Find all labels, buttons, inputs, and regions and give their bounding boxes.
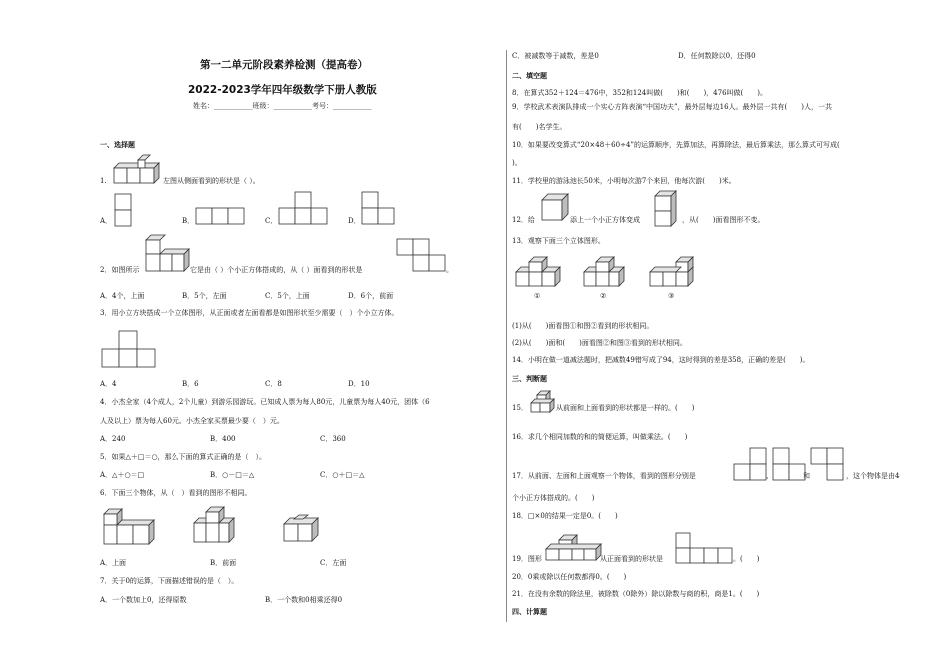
q19-lead: 19．图形 [512,555,542,563]
q7-option-c: C．被减数等于减数，差是0 [512,52,599,60]
q17-line-2: 个小正方体搭成的。( ) [512,494,595,502]
q13-sub-1: (1)从( )面看图①和图②看到的形状相同。 [512,322,654,330]
q8-text: 8．在算式352＋124＝476中，352和124叫做( )和( )，476叫做( )。 [512,89,768,97]
q16-text: 16．求几个相同加数的和的简便运算，叫做乘法。( ) [512,433,688,441]
q2-lead-text: 2．如图所示 [100,266,140,274]
q1-option-d-label: D． [348,217,361,225]
q12-lead: 12．给 [512,216,535,224]
q13-text: 13．观察下面三个立体图形。 [512,237,605,245]
q2-view-shape [396,238,448,274]
q19-front-view [675,532,735,566]
q1-solid-figure [112,150,162,186]
q1-option-b-label: B． [182,217,195,225]
student-info-line: 姓名：___________班级：___________考号：___________ [193,102,372,110]
q13-solid-figure-3 [649,254,697,290]
q15-solid-figure [530,390,558,414]
q17-line-1-tail: ，这个物体是由4 [846,472,900,480]
section-fill-heading: 二、填空题 [512,71,547,80]
q3-option-a: A．4 [100,380,117,388]
q2-option-d: D．6个，前面 [348,292,394,300]
q10-line-1: 10．如果要改变算式“20×48＋60÷4”的运算顺序，先算加法，再算除法，最后算乘法，那么算式可写成( [512,141,840,149]
title-line-2: 2022-2023学年四年级数学下册人教版 [188,84,377,96]
q3-option-c: C．8 [265,380,282,388]
q2-option-a: A．4个，上面 [100,292,145,300]
q17-front-view [733,447,769,483]
q19-middle: 从正面看到的形状是 [600,555,663,563]
q6-option-b: B．前面 [210,559,237,567]
q3-view-shape [101,330,161,368]
q6-solid-figure-1 [103,506,159,548]
q15-number: 15． [512,404,528,412]
q17-separator-1: 、 [766,472,773,480]
q13-sub-2: (2)从( )面和( )面看图②和图③看到的形状相同。 [512,339,687,347]
q1-question-text: 左图从侧面看到的形状是（ ）。 [163,177,260,185]
q3-option-d: D．10 [348,380,370,388]
section-choice-heading: 一、选择题 [100,140,135,149]
q7-option-a: A．一个数加上0，还得原数 [100,596,187,604]
q9-line-2: 有( )名学生。 [512,123,567,131]
q11-text: 11．学校里的游泳池长50米，小明每次游7个来回，他每次游( )米。 [512,177,736,185]
q1-option-a-shape [114,193,134,227]
column-divider [506,50,507,622]
q2-option-b: B．5个，左面 [182,292,227,300]
q13-solid-figure-1 [515,254,565,290]
title-line-1: 第一二单元阶段素养检测（提高卷） [200,59,368,71]
q4-option-a: A．240 [100,435,126,443]
q13-label-1: ① [534,292,541,300]
q19-tail: 。( ) [733,555,760,563]
q5-question-text: 5．如果△＋□＝○，那么下面的算式正确的是（ ）。 [100,453,267,461]
q12-tail: ，从( )面看图形不变。 [682,216,765,224]
q5-option-c: C．○＋□＝△ [320,471,365,479]
q2-solid-figure [143,233,193,275]
q17-line-1: 17．从前面、左面和上面观察一个物体，看到的图形分别是 [512,472,696,480]
q18-text: 18．□×0的结果一定是0。( ) [512,512,618,520]
q1-number: 1. [100,177,107,185]
section-judge-heading: 三、判断题 [512,374,547,383]
q1-option-a-label: A． [100,217,113,225]
q2-question-text: 它是由（ ）个小正方体搭成的，从（ ）面看到的形状是 [190,266,363,274]
q13-label-3: ③ [668,292,675,300]
q5-option-b: B．○－□＝△ [210,471,255,479]
q2-end-mark: 。 [446,266,453,274]
q5-option-a: A．△＋○＝□ [100,471,145,479]
q4-option-b: B．400 [210,435,236,443]
q1-option-d-shape [361,191,397,227]
q6-question-text: 6．下面三个物体，从（ ）看到的图形不相同。 [100,489,252,497]
q6-option-a: A．上面 [100,559,127,567]
q3-question-text: 3．用小立方块搭成一个立体图形，从正面或者左面看都是如图形状至少需要（ ）个小立方体。 [100,309,399,317]
q6-solid-figure-2 [193,504,239,548]
q3-option-b: B．6 [182,380,199,388]
q19-solid-figure [545,535,603,563]
q4-line-2: 人及以上）票为每人60元。小杰全家买票最少要（ ）元。 [100,417,284,425]
section-calc-heading: 四、计算题 [512,607,547,616]
q13-solid-figure-2 [583,254,627,290]
q12-figure-after [654,190,682,230]
q13-label-2: ② [600,292,607,300]
q9-line-1: 9．学校武术表演队排成一个实心方阵表演“中国功夫”，最外层每边16人。最外层一共有( )人，一共 [512,103,832,111]
q21-text: 21．在没有余数的除法里，被除数（0除外）除以除数与商的积，商是1。( ) [512,590,760,598]
q1-option-b-shape [195,207,247,227]
q1-option-c-label: C． [265,217,278,225]
q12-figure-before [541,192,573,226]
q10-line-2: )。 [512,159,522,167]
q7-option-b: B．一个数和0相乘还得0 [265,596,343,604]
q4-option-c: C．360 [320,435,346,443]
q17-top-view [810,447,846,483]
q2-option-c: C．5个，上面 [265,292,310,300]
q14-text: 14．小明在做一道减法题时，把减数49错写成了94，这时得到的差是358，正确的差是( )。 [512,356,810,364]
q15-text: 从前面和上面看到的形状都是一样的。( ) [556,404,695,412]
q7-question-text: 7．关于0的运算，下面描述错误的是（ ）。 [100,577,239,585]
q20-text: 20．0乘或除以任何数都得0。( ) [512,573,627,581]
q17-separator-2: 和 [803,472,810,480]
q7-option-d: D．任何数除以0，还得0 [678,52,756,60]
q4-line-1: 4．小杰全家（4个成人，2个儿童）到游乐园游玩。已知成人票为每人80元，儿童票为每人40元，团体（6 [100,398,430,406]
q1-option-c-shape [278,191,330,227]
q12-middle: 添上一个小正方体变成 [570,216,640,224]
q6-solid-figure-3 [282,515,322,545]
q6-option-c: C．左面 [320,559,347,567]
